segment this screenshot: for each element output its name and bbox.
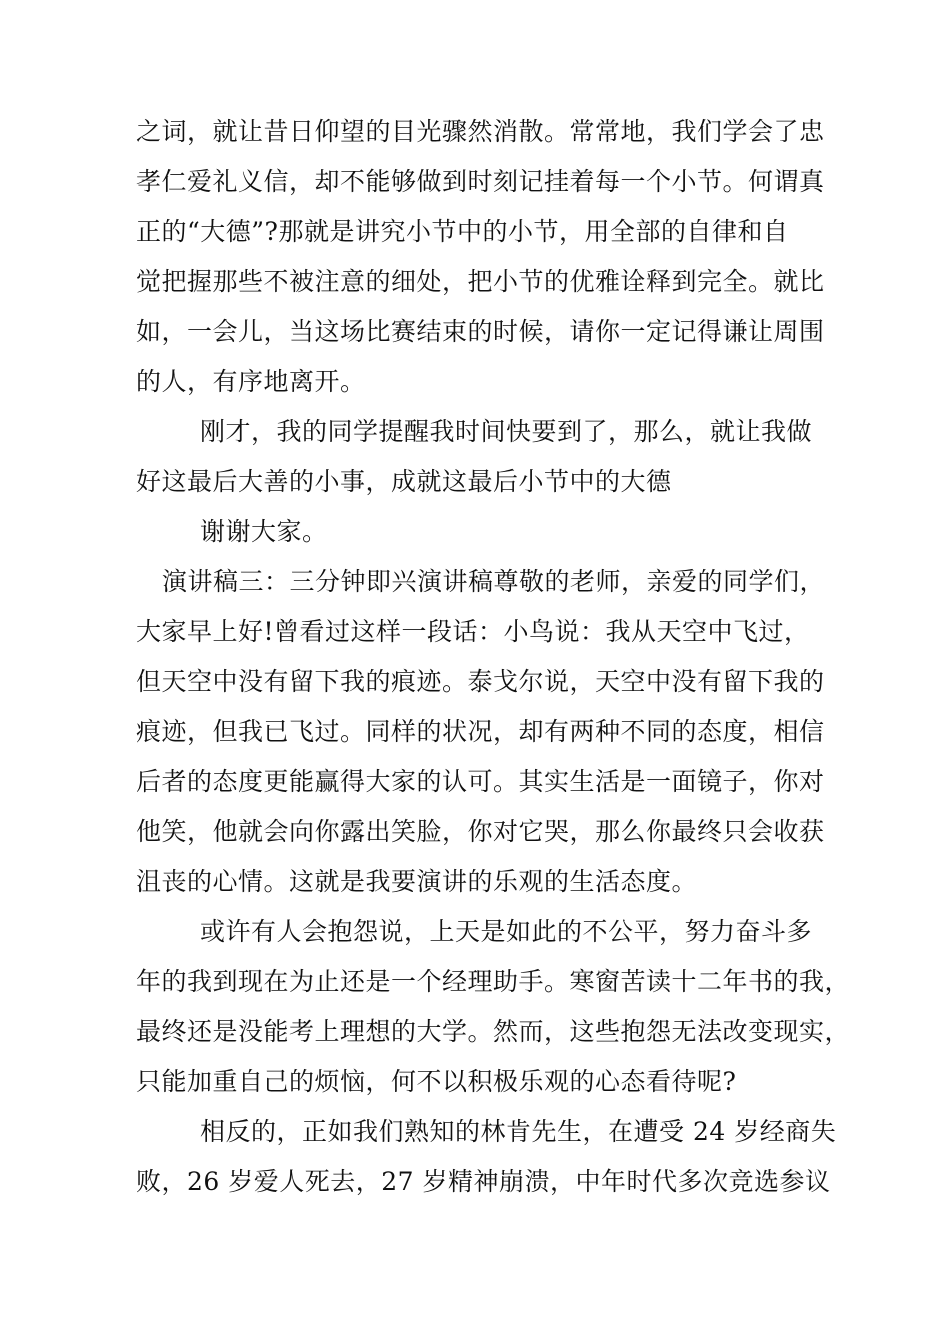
- paragraph-first-line: 相反的，正如我们熟知的林肯先生，在遭受 24 岁经商失: [200, 1117, 837, 1146]
- text-line: 觉把握那些不被注意的细处，把小节的优雅诠释到完全。就比: [136, 267, 825, 296]
- section-heading-line: 演讲稿三：三分钟即兴演讲稿尊敬的老师，亲爱的同学们，: [162, 567, 826, 596]
- closing-line: 谢谢大家。: [200, 517, 328, 546]
- text-line: 之词，就让昔日仰望的目光骤然消散。常常地，我们学会了忠: [136, 117, 825, 146]
- paragraph-first-line: 刚才，我的同学提醒我时间快要到了，那么，就让我做: [200, 417, 813, 446]
- text-line: 但天空中没有留下我的痕迹。泰戈尔说，天空中没有留下我的: [136, 667, 825, 696]
- text-line: 败，26 岁爱人死去，27 岁精神崩溃，中年时代多次竞选参议: [136, 1167, 831, 1196]
- text-line: 如，一会儿，当这场比赛结束的时候，请你一定记得谦让周围: [136, 317, 825, 346]
- text-line: 痕迹，但我已飞过。同样的状况，却有两种不同的态度，相信: [136, 717, 825, 746]
- text-line: 的人，有序地离开。: [136, 367, 366, 396]
- text-line: 年的我到现在为止还是一个经理助手。寒窗苦读十二年书的我，: [136, 967, 851, 996]
- text-line: 后者的态度更能赢得大家的认可。其实生活是一面镜子，你对: [136, 767, 825, 796]
- text-line: 好这最后大善的小事，成就这最后小节中的大德: [136, 467, 672, 496]
- text-line: 最终还是没能考上理想的大学。然而，这些抱怨无法改变现实，: [136, 1017, 851, 1046]
- text-line: 他笑，他就会向你露出笑脸，你对它哭，那么你最终只会收获: [136, 817, 825, 846]
- text-line: 沮丧的心情。这就是我要演讲的乐观的生活态度。: [136, 867, 698, 896]
- text-line: 正的“大德”?那就是讲究小节中的小节，用全部的自律和自: [136, 217, 789, 246]
- text-line: 只能加重自己的烦恼，何不以积极乐观的心态看待呢?: [136, 1067, 737, 1096]
- text-line: 大家早上好!曾看过这样一段话：小鸟说：我从天空中飞过，: [136, 617, 810, 646]
- paragraph-first-line: 或许有人会抱怨说，上天是如此的不公平，努力奋斗多: [200, 917, 813, 946]
- text-line: 孝仁爱礼义信，却不能够做到时刻记挂着每一个小节。何谓真: [136, 167, 825, 196]
